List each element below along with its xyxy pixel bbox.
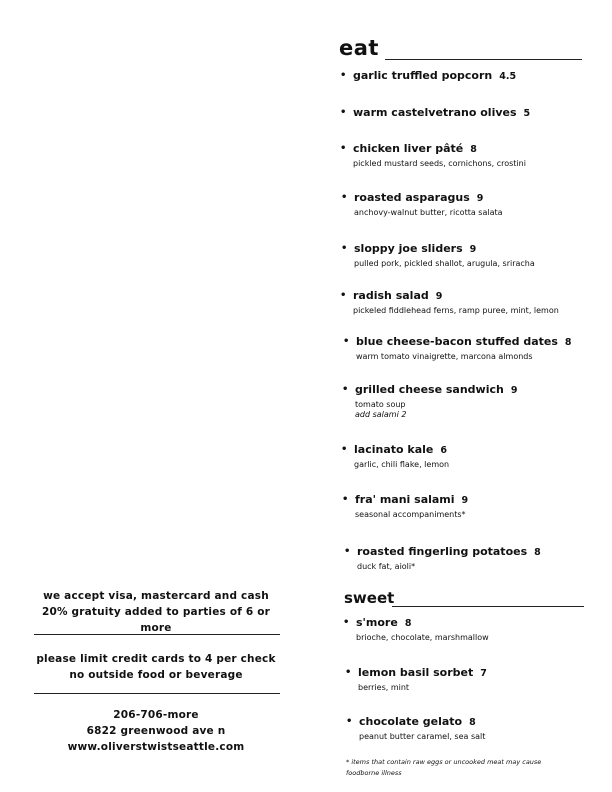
contact-info	[30, 707, 282, 755]
menu-item	[342, 383, 518, 420]
bullet-icon: •	[343, 617, 350, 628]
policy-info	[30, 651, 282, 683]
menu-item	[340, 106, 531, 120]
item-price: 7	[480, 668, 487, 679]
item-price: 8	[564, 337, 572, 348]
item-name: warm castelvetrano olives	[353, 106, 517, 119]
payment-info	[30, 588, 282, 636]
sweet-title-rule	[392, 606, 584, 607]
item-name: radish salad	[353, 289, 429, 302]
address-text: 6822 greenwood ave n	[86, 725, 226, 737]
item-name: roasted fingerling potatoes	[357, 545, 528, 558]
item-addon: add salami 2	[355, 410, 407, 419]
menu-item	[341, 191, 503, 218]
bullet-icon: •	[341, 444, 348, 455]
menu-item	[343, 335, 572, 362]
bullet-icon: •	[341, 243, 348, 254]
item-name: lemon basil sorbet	[358, 666, 474, 679]
eat-section-title: eat	[339, 36, 379, 60]
item-name: chicken liver pâté	[353, 142, 464, 155]
item-name: garlic truffled popcorn	[353, 69, 493, 82]
item-description: berries, mint	[358, 683, 410, 692]
bullet-icon: •	[343, 336, 350, 347]
item-name: lacinato kale	[354, 443, 434, 456]
item-name: grilled cheese sandwich	[355, 383, 504, 396]
item-description: anchovy-walnut butter, ricotta salata	[354, 208, 503, 217]
bullet-icon: •	[340, 70, 347, 81]
menu-item	[340, 69, 517, 83]
item-price: 5	[523, 108, 531, 119]
item-price: 9	[476, 193, 484, 204]
item-price: 8	[469, 717, 476, 728]
bullet-icon: •	[340, 290, 347, 301]
bullet-icon: •	[342, 384, 349, 395]
payment-text: we accept visa, mastercard and cash	[43, 590, 269, 602]
menu-item	[341, 242, 535, 269]
item-name: blue cheese-bacon stuffed dates	[356, 335, 558, 348]
item-price: 9	[510, 385, 518, 396]
item-description: brioche, chocolate, marshmallow	[356, 633, 489, 642]
menu-item	[342, 493, 469, 520]
item-price: 8	[534, 547, 541, 558]
gratuity-text: 20% gratuity added to parties of 6 or more	[41, 606, 271, 634]
bullet-icon: •	[344, 546, 351, 557]
website-text: www.oliverstwistseattle.com	[67, 741, 245, 753]
eat-title-rule	[385, 59, 582, 60]
divider	[34, 693, 280, 694]
menu-item	[340, 289, 559, 316]
bullet-icon: •	[340, 143, 347, 154]
item-price: 9	[469, 244, 477, 255]
sweet-section-title: sweet	[344, 589, 395, 607]
item-description: warm tomato vinaigrette, marcona almonds	[356, 352, 533, 361]
card-limit-text: please limit credit cards to 4 per check	[36, 653, 276, 665]
bullet-icon: •	[341, 192, 348, 203]
item-price: 9	[435, 291, 443, 302]
menu-item	[340, 142, 526, 169]
menu-item	[344, 545, 541, 572]
item-name: chocolate gelato	[359, 715, 463, 728]
bullet-icon: •	[345, 667, 352, 678]
item-name: roasted asparagus	[354, 191, 470, 204]
item-price: 8	[404, 618, 412, 629]
item-description: tomato soup	[355, 400, 406, 409]
divider	[34, 634, 280, 635]
item-description: seasonal accompaniments*	[355, 510, 466, 519]
menu-item	[341, 443, 450, 470]
item-name: sloppy joe sliders	[354, 242, 463, 255]
bullet-icon: •	[346, 716, 353, 727]
bullet-icon: •	[340, 107, 347, 118]
item-price: 9	[461, 495, 469, 506]
item-name: s'more	[356, 616, 398, 629]
outside-food-text: no outside food or beverage	[69, 669, 243, 681]
item-description: pickled mustard seeds, cornichons, crostini	[353, 159, 526, 168]
item-name: fra' mani salami	[355, 493, 455, 506]
item-price: 8	[470, 144, 477, 155]
item-description: pulled pork, pickled shallot, arugula, sriracha	[354, 259, 535, 268]
item-price: 4.5	[499, 71, 517, 82]
item-description: garlic, chili flake, lemon	[354, 460, 450, 469]
item-description: duck fat, aioli*	[357, 562, 416, 571]
menu-item	[346, 715, 486, 742]
bullet-icon: •	[342, 494, 349, 505]
item-description: peanut butter caramel, sea salt	[359, 732, 486, 741]
phone-text: 206-706-more	[113, 709, 199, 721]
item-description: pickeled fiddlehead ferns, ramp puree, mint, lemon	[353, 306, 559, 315]
menu-item	[343, 616, 489, 643]
item-price: 6	[440, 445, 447, 456]
menu-item	[345, 666, 487, 693]
raw-food-footnote: * items that contain raw eggs or uncooked meat may cause foodborne illness	[346, 758, 542, 777]
